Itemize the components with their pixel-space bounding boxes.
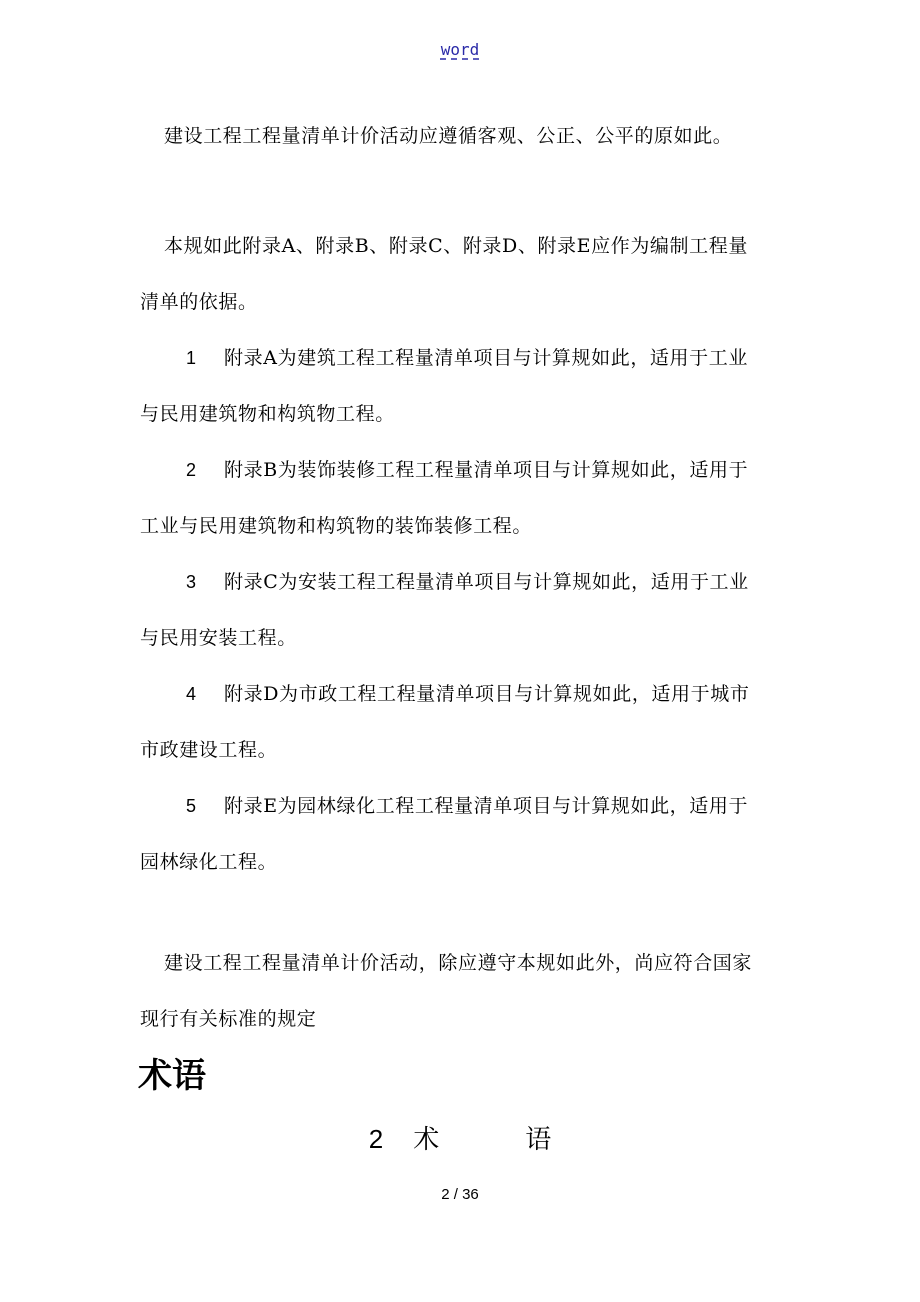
item-number: 5 — [186, 796, 197, 816]
appendix-item-5 — [140, 778, 784, 890]
item-1-line-1 — [140, 330, 784, 386]
chapter-heading — [0, 1116, 920, 1163]
item-2-line-2: 工业与民用建筑物和构筑物的装饰装修工程。 — [140, 515, 533, 537]
item-5-line-2: 园林绿化工程。 — [140, 851, 278, 873]
item-number: 1 — [186, 348, 197, 368]
appendix-basis-line-1: 本规如此附录A、附录B、附录C、附录D、附录E应作为编制工程量 — [164, 235, 748, 257]
item-5-line-1 — [140, 778, 784, 834]
chapter-title-char-2: 语 — [525, 1125, 552, 1155]
compliance-line-1: 建设工程工程量清单计价活动，除应遵守本规如此外，尚应符合国家 — [164, 952, 753, 974]
page-indicator: 2 / 36 — [441, 1186, 479, 1203]
item-3-line-1 — [140, 554, 784, 610]
section-heading: 术语 — [138, 1056, 206, 1096]
compliance-line-2: 现行有关标准的规定 — [140, 1008, 317, 1030]
item-4-line-1 — [140, 666, 784, 722]
principle-paragraph — [140, 108, 808, 164]
item-1-line-2: 与民用建筑物和构筑物工程。 — [140, 403, 395, 425]
item-text: 附录C为安装工程工程量清单项目与计算规如此，适用于工业 — [224, 571, 749, 593]
item-text: 附录B为装饰装修工程工程量清单项目与计算规如此，适用于 — [224, 459, 749, 481]
item-number: 3 — [186, 572, 197, 592]
principle-line: 建设工程工程量清单计价活动应遵循客观、公正、公平的原如此。 — [164, 125, 733, 147]
item-text: 附录E为园林绿化工程工程量清单项目与计算规如此，适用于 — [224, 795, 749, 817]
appendix-item-2 — [140, 442, 784, 554]
appendix-item-3 — [140, 554, 784, 666]
item-text: 附录A为建筑工程工程量清单项目与计算规如此，适用于工业 — [224, 347, 748, 369]
item-number: 2 — [186, 460, 197, 480]
chapter-title-char-1: 术 — [413, 1125, 440, 1155]
appendix-item-1 — [140, 330, 784, 442]
appendix-item-4 — [140, 666, 784, 778]
item-text: 附录D为市政工程工程量清单项目与计算规如此，适用于城市 — [224, 683, 750, 705]
appendix-basis-line-2: 清单的依据。 — [140, 291, 258, 313]
chapter-number: 2 — [368, 1124, 384, 1154]
item-2-line-1 — [140, 442, 784, 498]
header-word-link[interactable]: word — [440, 40, 480, 59]
item-4-line-2: 市政建设工程。 — [140, 739, 278, 761]
item-3-line-2: 与民用安装工程。 — [140, 627, 297, 649]
compliance-paragraph — [140, 935, 784, 1047]
item-number: 4 — [186, 684, 197, 704]
appendix-basis-paragraph — [140, 218, 784, 330]
